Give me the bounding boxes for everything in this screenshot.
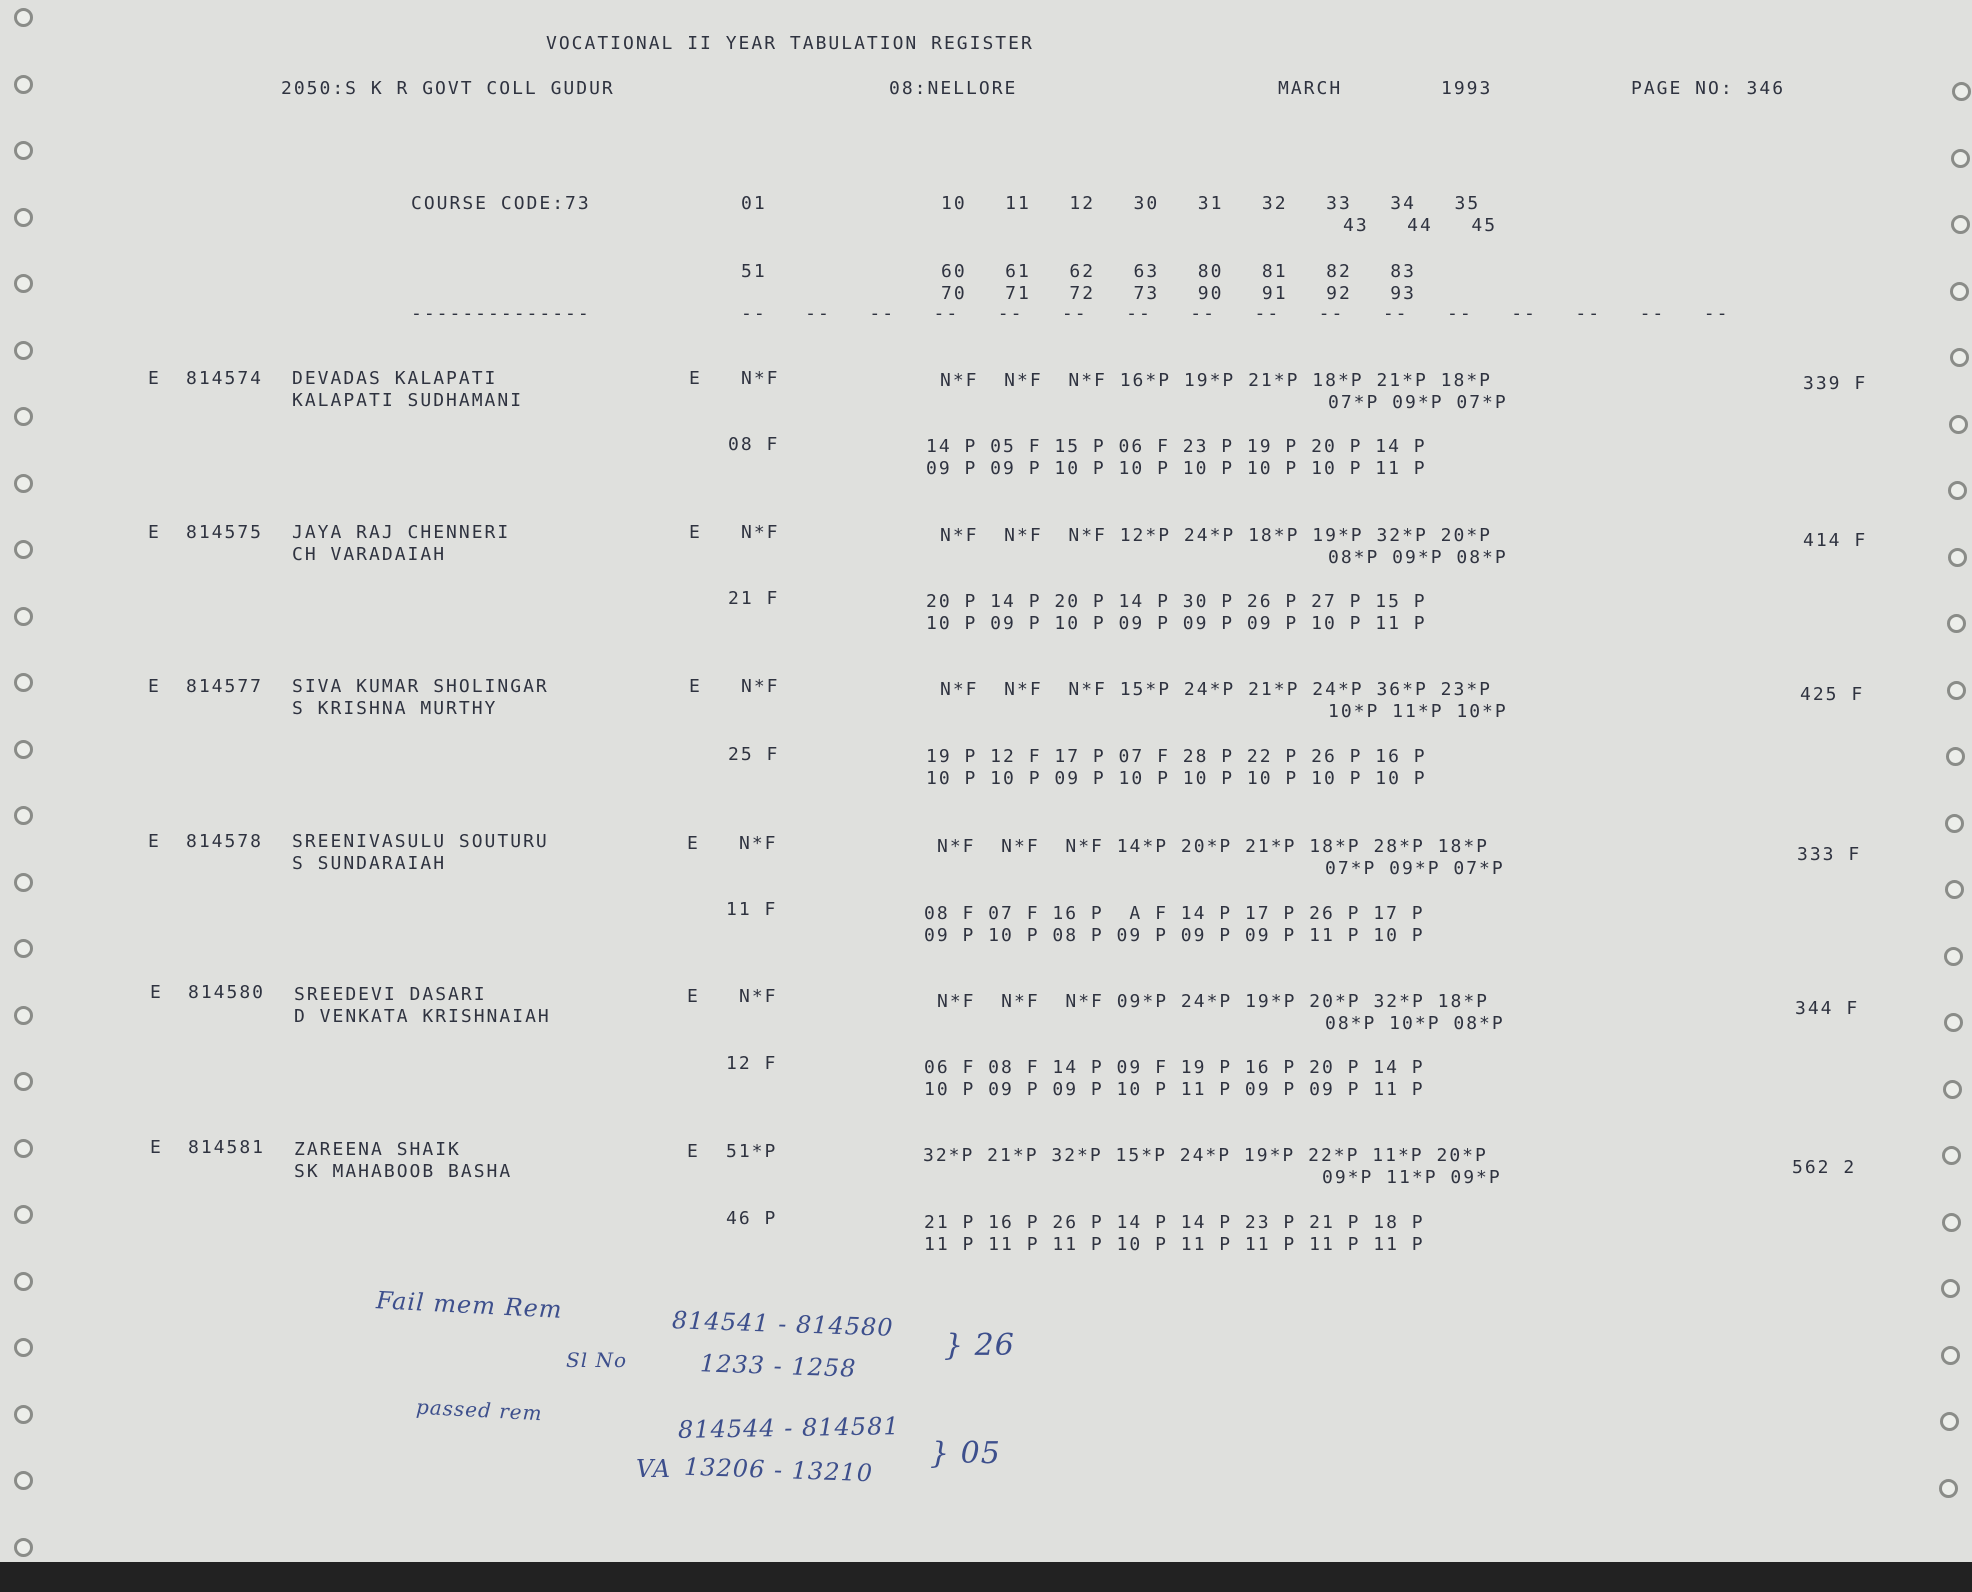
part1-mark: 51*P: [726, 1141, 778, 1162]
subject-codes-row1: 10 11 12 30 31 32 33 34 35: [941, 193, 1481, 214]
feed-hole: [1946, 747, 1965, 766]
marks-row2b: 10 P 09 P 09 P 10 P 11 P 09 P 09 P 11 P: [924, 1079, 1425, 1100]
entry-type: E: [148, 368, 161, 389]
subject-codes-row1b: 43 44 45: [1343, 215, 1498, 236]
medium: E: [689, 368, 702, 389]
feed-hole: [14, 341, 33, 360]
marks-row1: N*F N*F N*F 12*P 24*P 18*P 19*P 32*P 20*P: [940, 525, 1492, 546]
feed-hole: [14, 1139, 33, 1158]
total-result: 562 2: [1792, 1157, 1857, 1178]
roll-number: 814577: [186, 676, 264, 697]
marks-row2b: 09 P 09 P 10 P 10 P 10 P 10 P 10 P 11 P: [926, 458, 1427, 479]
entry-type: E: [148, 522, 161, 543]
student-name: DEVADAS KALAPATI: [292, 368, 498, 389]
feed-hole: [14, 1205, 33, 1224]
roll-number: 814580: [188, 982, 266, 1003]
feed-hole: [14, 1072, 33, 1091]
feed-hole: [14, 8, 33, 27]
parent-name: KALAPATI SUDHAMANI: [292, 390, 524, 411]
part2-mark: 46 P: [726, 1208, 778, 1229]
handwritten-range-2: 1233 - 1258: [699, 1349, 857, 1383]
feed-hole: [14, 1006, 33, 1025]
page-number: PAGE NO: 346: [1631, 78, 1786, 99]
feed-hole: [1939, 1479, 1958, 1498]
part1-mark: N*F: [741, 676, 780, 697]
handwritten-label-2: Sl No: [566, 1348, 627, 1372]
feed-hole: [1948, 548, 1967, 567]
medium: E: [689, 676, 702, 697]
part2-mark: 11 F: [726, 899, 778, 920]
handwritten-label-1: Fail mem Rem: [375, 1286, 564, 1324]
feed-hole: [1951, 149, 1970, 168]
feed-hole: [14, 407, 33, 426]
total-result: 344 F: [1795, 998, 1860, 1019]
feed-hole: [14, 1471, 33, 1490]
parent-name: SK MAHABOOB BASHA: [294, 1161, 513, 1182]
feed-hole: [1949, 415, 1968, 434]
student-name: SIVA KUMAR SHOLINGAR: [292, 676, 549, 697]
marks-row2b: 10 P 09 P 10 P 09 P 09 P 09 P 10 P 11 P: [926, 613, 1427, 634]
marks-row2b: 11 P 11 P 11 P 10 P 11 P 11 P 11 P 11 P: [924, 1234, 1425, 1255]
feed-hole: [14, 274, 33, 293]
handwritten-range-1: 814541 - 814580: [671, 1306, 895, 1342]
medium: E: [687, 986, 700, 1007]
feed-hole: [14, 607, 33, 626]
student-name: JAYA RAJ CHENNERI: [292, 522, 511, 543]
feed-hole: [1950, 282, 1969, 301]
parent-name: S SUNDARAIAH: [292, 853, 447, 874]
student-name: SREEDEVI DASARI: [294, 984, 487, 1005]
parent-name: D VENKATA KRISHNAIAH: [294, 1006, 551, 1027]
feed-hole: [1944, 1013, 1963, 1032]
feed-hole: [1948, 481, 1967, 500]
marks-row2: 20 P 14 P 20 P 14 P 30 P 26 P 27 P 15 P: [926, 591, 1427, 612]
marks-row1b: 09*P 11*P 09*P: [1322, 1167, 1502, 1188]
total-result: 414 F: [1803, 530, 1868, 551]
marks-row1b: 10*P 11*P 10*P: [1328, 701, 1508, 722]
part1-mark: N*F: [741, 522, 780, 543]
feed-hole: [14, 474, 33, 493]
district-name: 08:NELLORE: [889, 78, 1018, 99]
roll-number: 814574: [186, 368, 264, 389]
marks-row2b: 09 P 10 P 08 P 09 P 09 P 09 P 11 P 10 P: [924, 925, 1425, 946]
part1-mark: N*F: [739, 986, 778, 1007]
course-code: COURSE CODE:73: [411, 193, 591, 214]
feed-hole: [1952, 82, 1971, 101]
marks-row1: N*F N*F N*F 09*P 24*P 19*P 20*P 32*P 18*P: [937, 991, 1489, 1012]
total-result: 339 F: [1803, 373, 1868, 394]
marks-row1b: 07*P 09*P 07*P: [1328, 392, 1508, 413]
feed-hole: [14, 75, 33, 94]
subject-codes-row2: 60 61 62 63 80 81 82 83: [941, 261, 1416, 282]
scan-bottom-edge: [0, 1562, 1972, 1592]
feed-hole: [1947, 614, 1966, 633]
feed-hole: [1943, 1080, 1962, 1099]
marks-row1: 32*P 21*P 32*P 15*P 24*P 19*P 22*P 11*P 20*P: [923, 1145, 1488, 1166]
parent-name: CH VARADAIAH: [292, 544, 447, 565]
feed-hole: [14, 740, 33, 759]
exam-year: 1993: [1441, 78, 1493, 99]
marks-row1: N*F N*F N*F 16*P 19*P 21*P 18*P 21*P 18*P: [940, 370, 1492, 391]
part2-mark: 21 F: [728, 588, 780, 609]
register-title: VOCATIONAL II YEAR TABULATION REGISTER: [546, 33, 1034, 54]
marks-row2b: 10 P 10 P 09 P 10 P 10 P 10 P 10 P 10 P: [926, 768, 1427, 789]
feed-hole: [1940, 1412, 1959, 1431]
handwritten-label-3: passed rem: [415, 1394, 544, 1426]
feed-hole: [14, 141, 33, 160]
marks-row2: 14 P 05 F 15 P 06 F 23 P 19 P 20 P 14 P: [926, 436, 1427, 457]
entry-type: E: [150, 982, 163, 1003]
marks-row1b: 08*P 10*P 08*P: [1325, 1013, 1505, 1034]
feed-hole: [1951, 215, 1970, 234]
roll-number: 814581: [188, 1137, 266, 1158]
part2-mark: 12 F: [726, 1053, 778, 1074]
column-code-01: 01: [741, 193, 767, 214]
feed-hole: [14, 1272, 33, 1291]
part1-mark: N*F: [739, 833, 778, 854]
total-result: 425 F: [1800, 684, 1865, 705]
feed-hole: [14, 1538, 33, 1557]
medium: E: [689, 522, 702, 543]
feed-hole: [1950, 348, 1969, 367]
marks-row2: 21 P 16 P 26 P 14 P 14 P 23 P 21 P 18 P: [924, 1212, 1425, 1233]
handwritten-range-4: 13206 - 13210: [683, 1452, 874, 1488]
marks-row1: N*F N*F N*F 14*P 20*P 21*P 18*P 28*P 18*P: [937, 836, 1489, 857]
entry-type: E: [148, 676, 161, 697]
feed-hole: [14, 540, 33, 559]
handwritten-brace-1: } 26: [944, 1328, 1015, 1363]
feed-hole: [14, 806, 33, 825]
roll-number: 814578: [186, 831, 264, 852]
entry-type: E: [148, 831, 161, 852]
handwritten-label-4: VA: [636, 1455, 672, 1483]
feed-hole: [14, 1338, 33, 1357]
part2-mark: 25 F: [728, 744, 780, 765]
feed-hole: [14, 873, 33, 892]
marks-row1: N*F N*F N*F 15*P 24*P 21*P 24*P 36*P 23*P: [940, 679, 1492, 700]
marks-row2: 19 P 12 F 17 P 07 F 28 P 22 P 26 P 16 P: [926, 746, 1427, 767]
feed-hole: [1942, 1146, 1961, 1165]
total-result: 333 F: [1797, 844, 1862, 865]
feed-hole: [14, 1405, 33, 1424]
subject-codes-row2b: 70 71 72 73 90 91 92 93: [941, 283, 1416, 304]
marks-row1b: 08*P 09*P 08*P: [1328, 547, 1508, 568]
part2-mark: 08 F: [728, 434, 780, 455]
medium: E: [687, 833, 700, 854]
feed-hole: [1947, 681, 1966, 700]
feed-hole: [1942, 1213, 1961, 1232]
marks-row2: 06 F 08 F 14 P 09 F 19 P 16 P 20 P 14 P: [924, 1057, 1425, 1078]
entry-type: E: [150, 1137, 163, 1158]
handwritten-range-3: 814544 - 814581: [677, 1412, 900, 1444]
column-code-51: 51: [741, 261, 767, 282]
student-name: ZAREENA SHAIK: [294, 1139, 461, 1160]
part1-mark: N*F: [741, 368, 780, 389]
student-name: SREENIVASULU SOUTURU: [292, 831, 549, 852]
handwritten-brace-2: } 05: [930, 1436, 1001, 1471]
exam-month: MARCH: [1278, 78, 1343, 99]
header-rule-right: -- -- -- -- -- -- -- -- -- -- -- -- -- -- -- --: [741, 303, 1730, 324]
feed-hole: [1941, 1279, 1960, 1298]
feed-hole: [14, 208, 33, 227]
medium: E: [687, 1141, 700, 1162]
roll-number: 814575: [186, 522, 264, 543]
parent-name: S KRISHNA MURTHY: [292, 698, 498, 719]
feed-hole: [14, 939, 33, 958]
marks-row2: 08 F 07 F 16 P A F 14 P 17 P 26 P 17 P: [924, 903, 1425, 924]
header-rule-left: --------------: [411, 303, 591, 324]
feed-hole: [1945, 880, 1964, 899]
college-name: 2050:S K R GOVT COLL GUDUR: [281, 78, 615, 99]
feed-hole: [1945, 814, 1964, 833]
feed-hole: [14, 673, 33, 692]
feed-hole: [1944, 947, 1963, 966]
marks-row1b: 07*P 09*P 07*P: [1325, 858, 1505, 879]
feed-hole: [1941, 1346, 1960, 1365]
